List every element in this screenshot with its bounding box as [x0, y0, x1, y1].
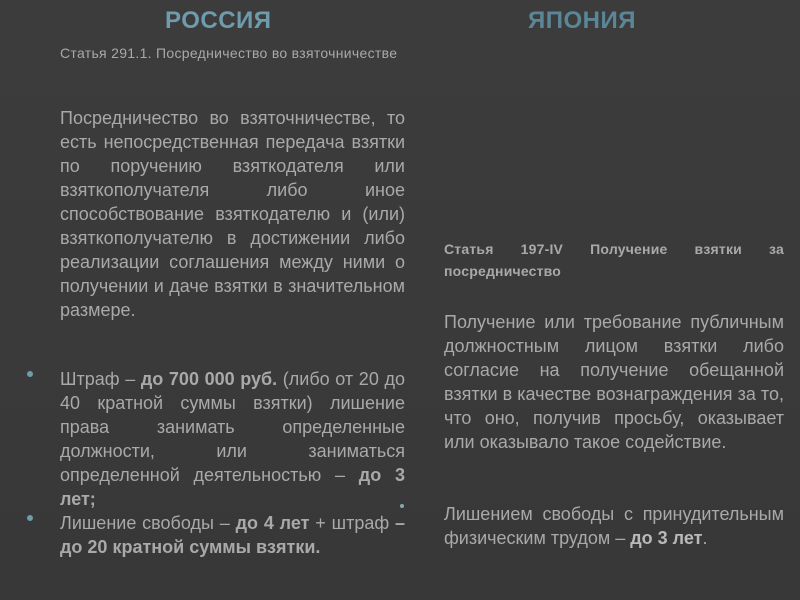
penalty-item-text [60, 369, 405, 509]
penalty-item-text [60, 513, 405, 557]
russia-column-title: РОССИЯ [165, 7, 272, 34]
japan-article-body: Получение или требование публичным должностным лицом взятки либо согласие на получение обещанной взятки в качестве вознаграждения за то, что оно, получив просьбу, оказывает или оказывало такое содействие. [444, 312, 784, 452]
decorative-dot-icon [400, 504, 404, 508]
japan-penalty-part: . [702, 528, 708, 548]
penalty-text-part: Штраф – [60, 369, 141, 389]
penalty-text-bold: до 700 000 руб. [140, 369, 278, 389]
russia-penalty-list [60, 367, 405, 559]
penalty-text-bold: до 4 лет [235, 513, 310, 533]
japan-penalty-part: Лишением свободы с принудительным физическим трудом – [444, 504, 784, 548]
russia-article-heading: Статья 291.1. Посредничество во взяточничестве [60, 45, 398, 61]
penalty-text-bold: – до 20 кратной суммы взятки. [60, 513, 406, 557]
penalty-item-fine [60, 367, 405, 511]
russia-article-body: Посредничество во взяточничестве, то есть непосредственная передача взятки по поручению взяткодателя или взяткополучателя либо иное способствование взяткодателю и (или) взяткополучателю в достижении либо реализации соглашения между ними о получении и даче взятки в значительном размере. [60, 108, 405, 320]
japan-penalty-text [444, 502, 784, 550]
japan-article-heading: Статья 197-IV Получение взятки за посредничество [444, 241, 784, 279]
penalty-text-part: + штраф [309, 513, 395, 533]
bullet-icon [27, 515, 33, 521]
bullet-icon [27, 371, 33, 377]
japan-column-title: ЯПОНИЯ [528, 7, 636, 34]
penalty-text-part: (либо от 20 до 40 кратной суммы взятки) лишение права занимать определенные должности, или заниматься определенной деятельностью – [60, 369, 405, 485]
penalty-item-imprisonment [60, 511, 405, 559]
penalty-text-bold: до 3 лет; [60, 465, 405, 509]
penalty-text-part: Лишение свободы – [60, 513, 236, 533]
japan-penalty-bold: до 3 лет [630, 528, 703, 548]
